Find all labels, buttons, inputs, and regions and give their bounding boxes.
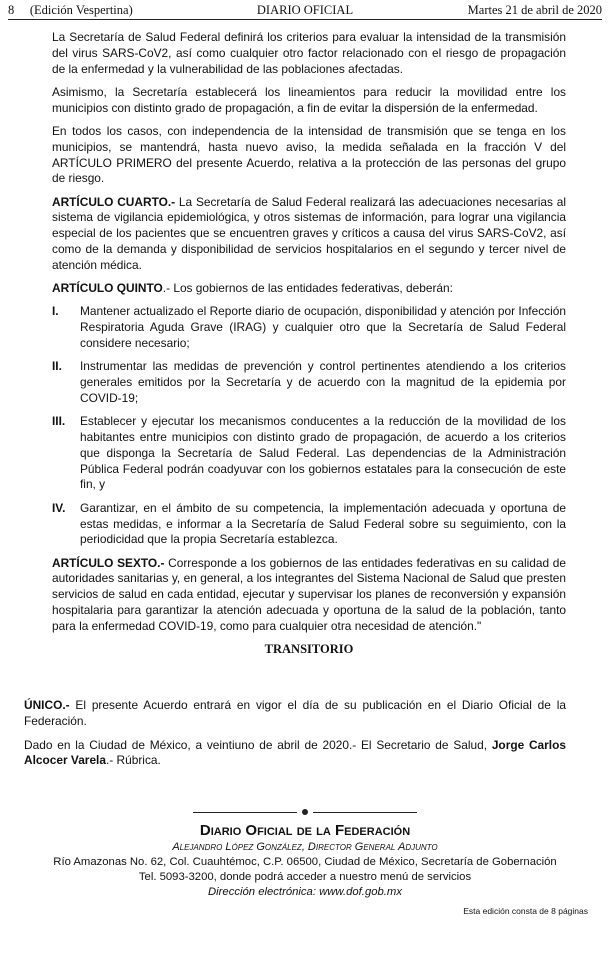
articulo-quinto-list [52,304,566,548]
divider-line-left [193,812,297,813]
dado-text: Dado en la Ciudad de México, a veintiuno de abril de 2020.- El Secretario de Salud, [24,737,492,752]
paragraph-lineamientos: Asimismo, la Secretaría establecerá los lineamientos para reducir la movilidad entre los municipios con distinto grado de propagación, a fin de evitar la dispersión de la enfermedad. [52,84,566,115]
list-item-text: Instrumentar las medidas de prevención y control pertinentes atendiendo a los criterios generales emitidos por la Secretaría y de acuerdo con la magnitud de la epidemia por COVID-19; [80,359,566,405]
articulo-cuarto-label: ARTÍCULO CUARTO.- [52,194,176,209]
footer-address: Río Amazonas No. 62, Col. Cuauhtémoc, C.P. 06500, Ciudad de México, Secretaría de Gobernación [53,856,557,868]
list-item [52,414,566,493]
page-header [8,2,602,20]
header-publication-title: DIARIO OFICIAL [256,3,354,17]
footer-title: Diario Oficial de la Federación [199,822,411,839]
list-item-text: Mantener actualizado el Reporte diario de ocupación, disponibilidad y atención por Infección Respiratoria Aguda Grave (IRAG) y cualquier otro que la Secretaría de Salud Federal considere necesario; [80,304,566,351]
articulo-quinto [52,281,566,297]
closing-section [24,698,566,777]
publication-footer [0,808,610,900]
articulo-unico [24,698,566,730]
articulo-cuarto [52,195,566,274]
list-item-text: Establecer y ejecutar los mecanismos conducentes a la reducción de la movilidad de los habitantes entre municipios con distinto grado de propagación, de acuerdo a los criterios que disponga la Secretaría de Salud Federal. Las dependencias de la Administración Pública Federal podrán coadyuvar con los gobiernos estatales para la consecución de este fin, y [80,414,566,492]
paragraph-criterios: La Secretaría de Salud Federal definirá los criterios para evaluar la intensidad de la transmisión del virus SARS-CoV2, así como cualquier otro factor relacionado con el riesgo de propagación de la enfermedad y la vulnerabilidad de las poblaciones afectadas. [52,30,566,76]
articulo-sexto [52,556,566,635]
list-item-number: II. [52,359,62,374]
list-item-number: III. [52,414,66,429]
list-item-number: I. [52,304,59,319]
transitorio-heading: TRANSITORIO [264,642,354,657]
unico-label: ÚNICO.- [24,698,70,712]
signatory-name: Jorge Carlos Alcocer Varela [24,737,566,768]
footer-divider [193,808,417,816]
articulo-cuarto-text: La Secretaría de Salud Federal realizará las adecuaciones necesarias al sistema de vigilancia epidemiológica, y otros sistemas de información, para lograr una vigilancia especial de los pacientes que se encuentren graves y críticos a causa del virus SARS-CoV2, así como de la demanda y disponibilidad de servicios hospitalarios en el segundo y tercer nivel de atención médica. [52,194,567,272]
header-date: Martes 21 de abril de 2020 [467,3,602,17]
dado-suffix: .- Rúbrica. [105,753,161,768]
articulo-quinto-label: ARTÍCULO QUINTO [52,281,163,296]
divider-dot [302,809,308,815]
list-item-text: Garantizar, en el ámbito de su competencia, la implementación adecuada y oportuna de estas medidas, e informar a la Secretaría de Salud Federal sobre su seguimiento, con la periodicidad que la propia Secretaría establezca. [80,500,566,547]
divider-line-right [313,812,417,813]
articulo-sexto-text: Corresponde a los gobiernos de las entidades federativas en su calidad de autoridades sanitarias y, en general, a los integrantes del Sistema Nacional de Salud que presten servicios de salud en cada entidad, ejecutar y supervisar los planes de reconversión y expansión hospitalaria para garantizar la atención adecuada y oportuna de la salud de la población, tanto para la enfermedad COVID-19, como para cualquier otra necesidad de atención." [52,555,566,633]
unico-text: El presente Acuerdo entrará en vigor el día de su publicación en el Diario Oficial de la Federación. [24,698,566,728]
header-page-edition: 8 (Edición Vespertina) [8,3,133,17]
document-body [52,30,566,666]
list-item-number: IV. [52,500,66,515]
articulo-sexto-label: ARTÍCULO SEXTO.- [52,555,165,570]
footer-phone: Tel. 5093-3200, donde podrá acceder a nuestro menú de servicios [138,871,472,883]
list-item [52,304,566,351]
articulo-quinto-text: .- Los gobiernos de las entidades federativas, deberán: [162,281,453,296]
list-item [52,501,566,548]
paragraph-todos-los-casos: En todos los casos, con independencia de la intensidad de transmisión que se tenga en los municipios, se mantendrá, hasta nuevo aviso, la medida señalada en la fracción V del ARTÍCULO PRIMERO del presente Acuerdo, relativa a la protección de las personas del grupo de riesgo. [52,123,566,186]
dado-en [24,738,566,770]
footer-web: Dirección electrónica: www.dof.gob.mx [207,886,402,898]
footer-director: Alejandro López González, Director General Adjunto [172,841,438,853]
edition-note: Esta edición consta de 8 páginas [463,906,588,916]
list-item [52,359,566,406]
